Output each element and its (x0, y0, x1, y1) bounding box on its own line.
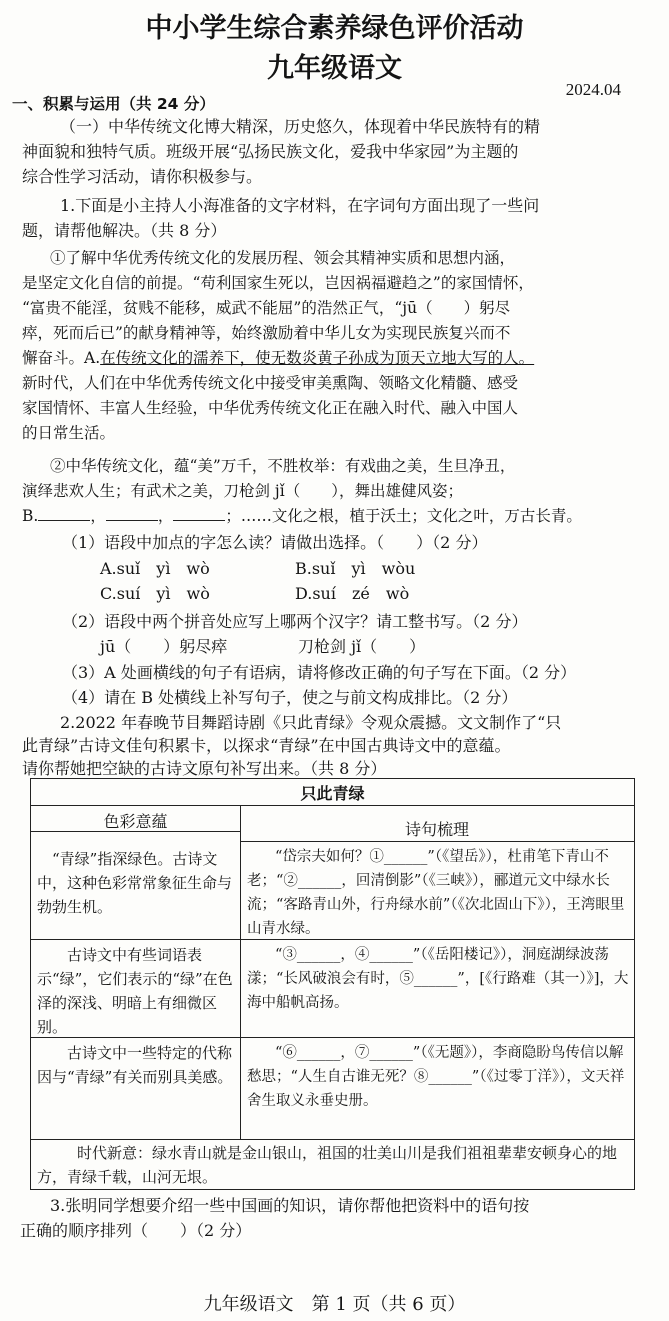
sentence-a-label: A. (84, 349, 101, 367)
passage-line: 是坚定文化自信的前提。“苟利国家生死以，岂因祸福避趋之”的家国情怀， (22, 274, 534, 292)
table-rule (31, 805, 634, 806)
table-row-3-poems: “⑥______，⑦______”（《无题》），李商隐盼鸟传信以解愁思；“人生自古谁无死？⑧______”（《过零丁洋》），文天祥舍生取义永垂史册。 (247, 1045, 625, 1109)
intro-line: 综合性学习活动，请你积极参与。 (22, 167, 263, 186)
table-rule (240, 841, 634, 842)
table-rule (31, 1139, 634, 1140)
sub-question-3: （3）A 处画横线的句子有语病，请将修改正确的句子写在下面。（2 分） (62, 663, 577, 682)
sub2-item-a: jū（ ）躬尽瘁 (100, 637, 228, 656)
question-2: 2.2022 年春晚节目舞蹈诗剧《只此青绿》令观众震撼。文文制作了“只 (60, 713, 562, 732)
blank-b1[interactable] (38, 506, 90, 521)
question-3: 正确的顺序排列（ ）（2 分） (20, 1221, 252, 1240)
table-footer-note: 时代新意：绿水青山就是金山银山，祖国的壮美山川是我们祖祖辈辈安顿身心的地方，青绿千载，山河无垠。 (37, 1144, 618, 1186)
table-row-1-poems: “岱宗夫如何？①______”（《望岳》），杜甫笔下青山不老；“②______，回清倒影”（《三峡》），郦道元文中绿水长流；“客路青山外，行舟绿水前”（《次北固山下》），王湾眼里山青水绿。 (247, 849, 625, 937)
passage-line: 新时代，人们在中华优秀传统文化中接受审美熏陶、领略文化精髓、感受 (22, 374, 519, 392)
passage2-line: 演绎悲欢人生；有武术之美，刀枪剑 jǐ（ ），舞出雄健风姿； (22, 482, 463, 500)
passage-line: 瘁，死而后已”的献身精神等，始终激励着中华儿女为实现民族复兴而不 (22, 324, 511, 342)
blank-b3[interactable] (173, 506, 225, 521)
b-sep: ， (157, 507, 174, 525)
exam-subtitle: 九年级语文 (267, 53, 402, 84)
passage2-b-line (22, 504, 582, 529)
table-rule (31, 831, 240, 832)
table-rule (31, 1037, 634, 1038)
table-row-2-poems: “③______，④______”（《岳阳楼记》），洞庭湖绿波荡漾；“长风破浪会有时，⑤______”，[《行路难（其一）》]，大海中船帆高扬。 (247, 947, 629, 1011)
exam-title: 中小学生综合素养绿色评价活动 (145, 13, 524, 44)
question-1: 1.下面是小主持人小海准备的文字材料，在字词句方面出现了一些问 (60, 196, 540, 215)
option-b: B.suǐ yì wòu (295, 559, 416, 578)
b-sep: ， (90, 507, 106, 525)
option-c: C.suí yì wò (100, 584, 210, 603)
exam-date: 2024.04 (565, 80, 621, 99)
question-2: 此青绿”古诗文佳句积累卡，以探求“青绿”在中国古典诗文中的意蕴。 (22, 736, 511, 755)
intro-line: 神面貌和独特气质。班级开展“弘扬民族文化，爱我中华家园”为主题的 (22, 142, 519, 161)
blank-b2[interactable] (106, 506, 158, 521)
sub-question-1: （1）语段中加点的字怎么读？请做出选择。（ ）（2 分） (62, 533, 488, 552)
sub-question-4: （4）请在 B 处横线上补写句子，使之与前文构成排比。（2 分） (62, 688, 518, 707)
passage-line: 的日常生活。 (22, 424, 116, 442)
poetry-table (30, 778, 635, 1190)
page-footer: 九年级语文 第 1 页（共 6 页） (203, 1294, 466, 1315)
section-heading: 一、积累与运用（共 24 分） (12, 95, 215, 113)
question-2: 请你帮她把空缺的古诗文原句补写出来。（共 8 分） (22, 759, 387, 778)
table-row-1-meaning: “青绿”指深绿色。古诗文中，这种色彩常常象征生命与勃勃生机。 (37, 850, 233, 916)
question-1: 题，请帮他解决。（共 8 分） (22, 221, 227, 240)
sub-question-2: （2）语段中两个拼音处应写上哪两个汉字？请工整书写。（2 分） (62, 612, 528, 631)
column-header-color: 色彩意蕴 (103, 812, 168, 831)
table-row-3-meaning: 古诗文中一些特定的代称因与“青绿”有关而别具美感。 (37, 1044, 233, 1086)
question-3: 3.张明同学想要介绍一些中国画的知识，请你帮他把资料中的语句按 (50, 1196, 530, 1215)
passage-line-end (22, 346, 534, 371)
sentence-a-underlined: 在传统文化的濡养下，使无数炎黄子孙成为顶天立地大写的人。 (100, 349, 535, 367)
passage-line: ①了解中华优秀传统文化的发展历程、领会其精神实质和思想内涵， (50, 249, 516, 267)
option-a: A.suǐ yì wò (100, 559, 210, 578)
passage-line: 家国情怀、丰富人生经验，中华优秀传统文化正在融入时代、融入中国人 (22, 399, 519, 417)
table-column-divider (240, 805, 241, 1139)
passage-line: “富贵不能淫，贫贱不能移，威武不能屈”的浩然正气，“jū（ ）躬尽 (22, 299, 511, 317)
b-label: B. (22, 507, 39, 525)
b-end: ；……文化之根，植于沃土；文化之叶，万古长青。 (225, 507, 582, 525)
intro-line: （一）中华传统文化博大精深，历史悠久，体现着中华民族特有的精 (60, 117, 541, 136)
table-rule (31, 939, 634, 940)
table-title: 只此青绿 (300, 784, 365, 803)
column-header-poems: 诗句梳理 (404, 820, 469, 839)
passage-text: 懈奋斗。 (22, 349, 85, 367)
table-row-2-meaning: 古诗文中有些词语表示“绿”，它们表示的“绿”在色泽的深浅、明暗上有细微区别。 (37, 946, 233, 1036)
option-d: D.suí zé wò (295, 584, 410, 603)
passage2-line: ②中华传统文化，蕴“美”万千，不胜枚举：有戏曲之美，生旦净丑， (50, 457, 516, 475)
sub2-item-b: 刀枪剑 jǐ（ ） (298, 637, 426, 656)
